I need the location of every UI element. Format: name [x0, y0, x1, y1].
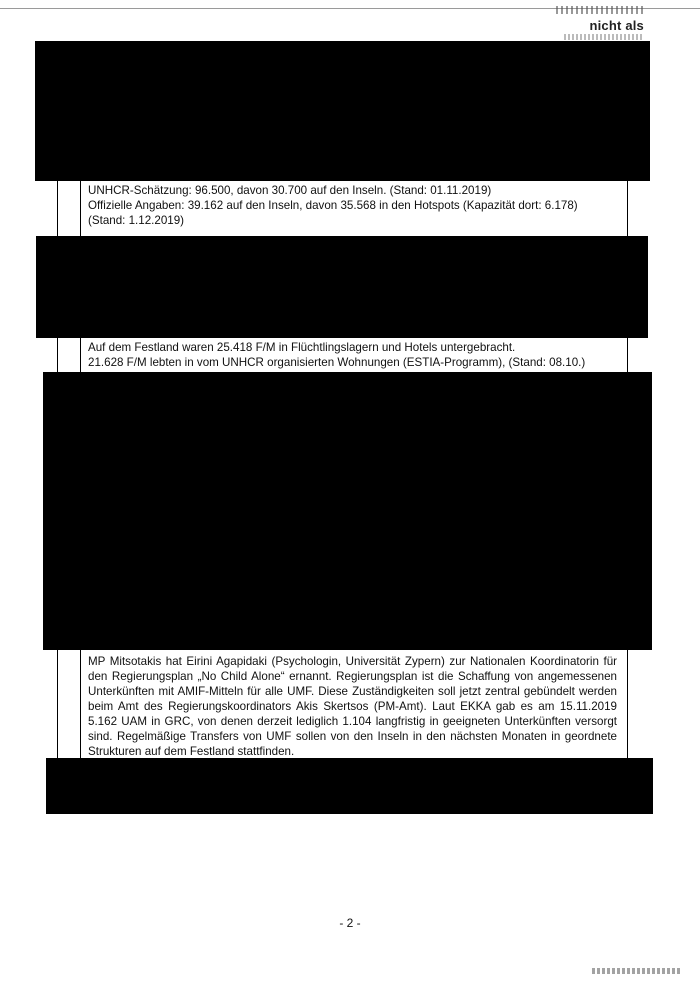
islands-line: Offizielle Angaben: 39.162 auf den Inseln, davon 35.568 in den Hotspots (Kapazität dort: 6.178)	[88, 199, 578, 212]
islands-text	[88, 183, 617, 228]
column-rule	[80, 338, 81, 372]
classification-stamp: nicht als	[589, 18, 644, 33]
mainland-line: 21.628 F/M lebten in vom UNHCR organisierten Wohnungen (ESTIA-Programm), (Stand: 08.10.)	[88, 356, 586, 369]
mainland-text	[88, 340, 617, 370]
umf-section	[57, 650, 628, 758]
umf-text	[88, 654, 617, 759]
stamp-smudge-bottom	[564, 34, 644, 40]
footer-mark	[592, 968, 682, 974]
islands-line: UNHCR-Schätzung: 96.500, davon 30.700 auf den Inseln. (Stand: 01.11.2019)	[88, 184, 492, 197]
stamp-smudge-top	[556, 6, 644, 14]
redaction-block	[35, 41, 650, 181]
mainland-line: Auf dem Festland waren 25.418 F/M in Flüchtlingslagern und Hotels untergebracht.	[88, 341, 516, 354]
column-rule	[80, 181, 81, 236]
redaction-block	[46, 758, 653, 814]
umf-paragraph: MP Mitsotakis hat Eirini Agapidaki (Psychologin, Universität Zypern) zur Nationalen Koordinatorin für den Regierungsplan „No Child Alone“ ernannt. Regierungsplan ist die Schaffung von angemessenen Unterkünften mit AMIF-Mitteln für alle UMF. Diese Zuständigkeiten soll jetzt zentral gebündelt werden beim Amt des Regierungskoordinators Akis Skertsos (PM-Amt). Laut EKKA gab es am 15.11.2019 5.162 UAM in GRC, von denen derzeit lediglich 1.104 langfristig in geeigneten Unterkünften versorgt sind. Regelmäßige Transfers von UMF sollen von den Inseln in den nächsten Monaten in geordnete Strukturen auf dem Festland stattfinden.	[88, 655, 617, 758]
islands-section	[57, 181, 628, 236]
islands-line: (Stand: 1.12.2019)	[88, 214, 185, 227]
page-number: - 2 -	[339, 916, 361, 930]
redaction-block	[43, 372, 652, 650]
mainland-section	[57, 338, 628, 372]
redaction-block	[36, 236, 648, 338]
column-rule	[80, 650, 81, 758]
